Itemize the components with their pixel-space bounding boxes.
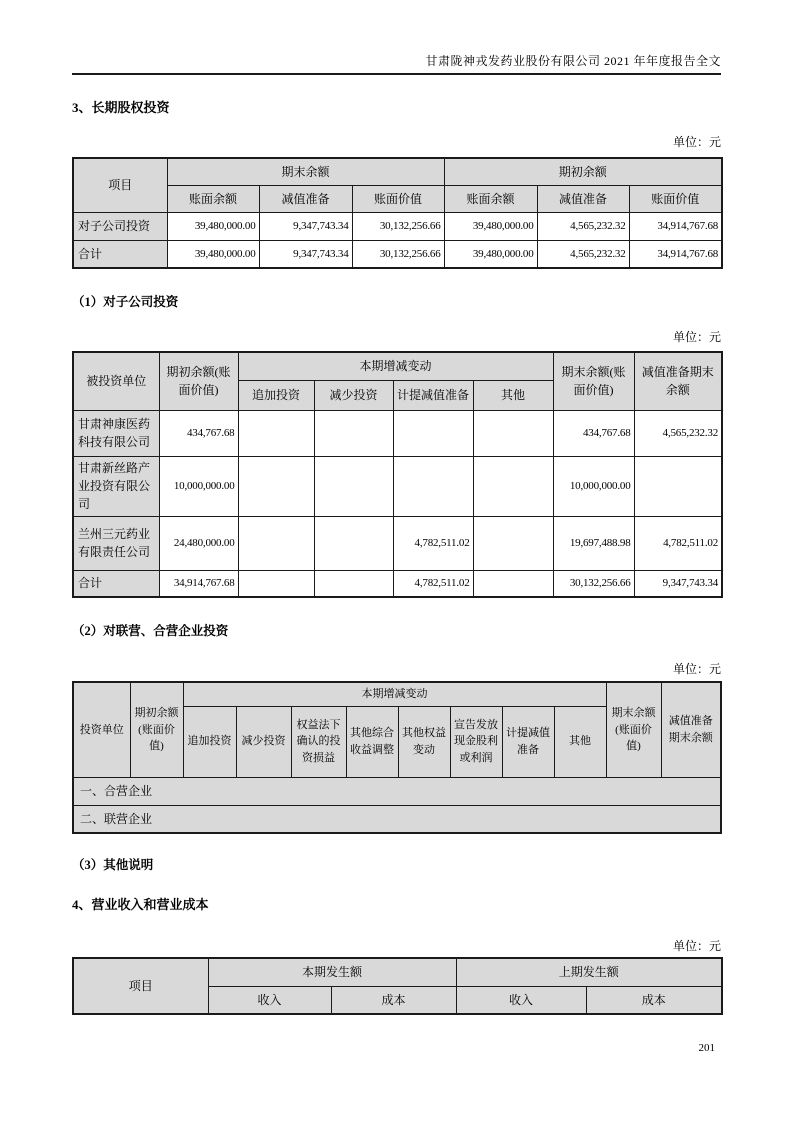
column-header-book-balance: 账面余额 <box>444 185 537 212</box>
table-cell <box>473 456 553 516</box>
table-row-total <box>73 240 722 268</box>
column-header-book-balance: 账面余额 <box>167 185 259 212</box>
column-header-income: 收入 <box>208 986 331 1014</box>
table-row <box>73 410 722 456</box>
column-header-income: 收入 <box>456 986 586 1014</box>
table-longterm-equity-summary <box>72 157 723 269</box>
column-header-investee: 被投资单位 <box>73 352 159 410</box>
table-cell <box>314 456 393 516</box>
row-label: 甘肃新丝路产业投资有限公司 <box>73 456 159 516</box>
column-header-impairment-ending: 减值准备期末余额 <box>634 352 722 410</box>
column-header-period-change: 本期增减变动 <box>238 352 553 380</box>
section-title-jv-associate-investment: （2）对联营、合营企业投资 <box>72 624 229 638</box>
column-header-current-period: 本期发生额 <box>208 958 456 986</box>
table-cell: 9,347,743.34 <box>634 570 722 597</box>
row-label: 合计 <box>73 570 159 597</box>
column-header-book-value: 账面价值 <box>352 185 444 212</box>
row-label: 兰州三元药业有限责任公司 <box>73 516 159 570</box>
unit-label-1: 单位：元 <box>672 135 721 149</box>
column-header-ending-balance: 期末余额 <box>167 158 444 185</box>
table-cell: 34,914,767.68 <box>629 212 722 240</box>
column-header-reduced-investment: 减少投资 <box>236 706 291 777</box>
table-cell: 9,347,743.34 <box>259 240 352 268</box>
column-header-other: 其他 <box>554 706 606 777</box>
table-cell: 434,767.68 <box>553 410 634 456</box>
row-label: 甘肃神康医药科技有限公司 <box>73 410 159 456</box>
column-header-cost: 成本 <box>586 986 722 1014</box>
table-cell <box>473 410 553 456</box>
section-title-subsidiary-investment: （1）对子公司投资 <box>72 295 179 309</box>
header-divider <box>72 73 721 75</box>
table-cell <box>634 456 722 516</box>
report-header-title: 甘肃陇神戎发药业股份有限公司 2021 年年度报告全文 <box>425 54 721 68</box>
row-label: 合计 <box>73 240 167 268</box>
column-header-other: 其他 <box>473 380 553 410</box>
table-cell: 4,565,232.32 <box>537 212 629 240</box>
column-header-impairment: 减值准备 <box>537 185 629 212</box>
column-header-impairment: 减值准备 <box>259 185 352 212</box>
table-cell: 39,480,000.00 <box>444 212 537 240</box>
table-cell <box>473 516 553 570</box>
section-title-longterm-equity: 3、长期股权投资 <box>72 100 170 115</box>
table-cell: 434,767.68 <box>159 410 238 456</box>
table-cell: 39,480,000.00 <box>167 240 259 268</box>
table-cell <box>314 570 393 597</box>
table-cell: 34,914,767.68 <box>159 570 238 597</box>
table-row-total <box>73 570 722 597</box>
table-cell: 4,782,511.02 <box>634 516 722 570</box>
table-cell: 30,132,256.66 <box>553 570 634 597</box>
table-cell <box>314 516 393 570</box>
table-subsidiary-investment <box>72 351 723 598</box>
column-header-book-value: 账面价值 <box>629 185 722 212</box>
table-row <box>73 516 722 570</box>
column-header-reduced-investment: 减少投资 <box>314 380 393 410</box>
column-header-declared-dividend: 宣告发放现金股利或利润 <box>450 706 502 777</box>
table-cell: 10,000,000.00 <box>553 456 634 516</box>
table-cell <box>238 516 314 570</box>
row-label: 对子公司投资 <box>73 212 167 240</box>
column-header-impairment-provision: 计提减值准备 <box>393 380 473 410</box>
column-header-additional-investment: 追加投资 <box>238 380 314 410</box>
column-header-ending-balance: 期末余额(账面价值) <box>553 352 634 410</box>
table-cell <box>473 570 553 597</box>
unit-label-3: 单位：元 <box>672 662 721 676</box>
table-cell <box>238 410 314 456</box>
column-header-impairment-provision: 计提减值准备 <box>502 706 554 777</box>
page-number: 201 <box>698 1042 715 1054</box>
column-header-cost: 成本 <box>331 986 456 1014</box>
column-header-equity-method-income: 权益法下确认的投资损益 <box>291 706 346 777</box>
table-row-joint-ventures <box>73 777 721 805</box>
table-cell <box>238 570 314 597</box>
table-cell <box>393 456 473 516</box>
row-label: 二、联营企业 <box>73 805 721 833</box>
table-cell: 39,480,000.00 <box>167 212 259 240</box>
section-title-revenue-cost: 4、营业收入和营业成本 <box>72 897 209 912</box>
table-cell: 9,347,743.34 <box>259 212 352 240</box>
unit-label-4: 单位：元 <box>672 939 721 953</box>
table-revenue-cost <box>72 957 723 1015</box>
table-cell: 24,480,000.00 <box>159 516 238 570</box>
column-header-prior-period: 上期发生额 <box>456 958 722 986</box>
table-cell: 30,132,256.66 <box>352 212 444 240</box>
column-header-beginning-balance: 期初余额 <box>444 158 722 185</box>
table-cell: 4,565,232.32 <box>634 410 722 456</box>
column-header-period-change: 本期增减变动 <box>183 682 606 706</box>
column-header-item: 项目 <box>73 158 167 212</box>
table-cell: 19,697,488.98 <box>553 516 634 570</box>
table-cell: 4,565,232.32 <box>537 240 629 268</box>
column-header-impairment-ending: 减值准备期末余额 <box>661 682 721 777</box>
section-title-other-notes: （3）其他说明 <box>72 858 154 872</box>
table-cell <box>238 456 314 516</box>
column-header-additional-investment: 追加投资 <box>183 706 236 777</box>
column-header-ending-balance: 期末余额(账面价值) <box>606 682 661 777</box>
unit-label-2: 单位：元 <box>672 330 721 344</box>
table-cell <box>393 410 473 456</box>
table-cell <box>314 410 393 456</box>
table-cell: 4,782,511.02 <box>393 516 473 570</box>
column-header-item: 项目 <box>73 958 208 1014</box>
column-header-beginning-balance: 期初余额(账面价值) <box>159 352 238 410</box>
column-header-beginning-balance: 期初余额(账面价值) <box>130 682 183 777</box>
table-cell: 4,782,511.02 <box>393 570 473 597</box>
column-header-other-equity-change: 其他权益变动 <box>398 706 450 777</box>
table-row <box>73 456 722 516</box>
table-cell: 34,914,767.68 <box>629 240 722 268</box>
table-cell: 39,480,000.00 <box>444 240 537 268</box>
table-cell: 30,132,256.66 <box>352 240 444 268</box>
table-row-associates <box>73 805 721 833</box>
table-cell: 10,000,000.00 <box>159 456 238 516</box>
row-label: 一、合营企业 <box>73 777 721 805</box>
column-header-investee: 投资单位 <box>73 682 130 777</box>
column-header-oci-adjustment: 其他综合收益调整 <box>346 706 398 777</box>
table-row <box>73 212 722 240</box>
table-jv-associate-investment <box>72 681 722 834</box>
